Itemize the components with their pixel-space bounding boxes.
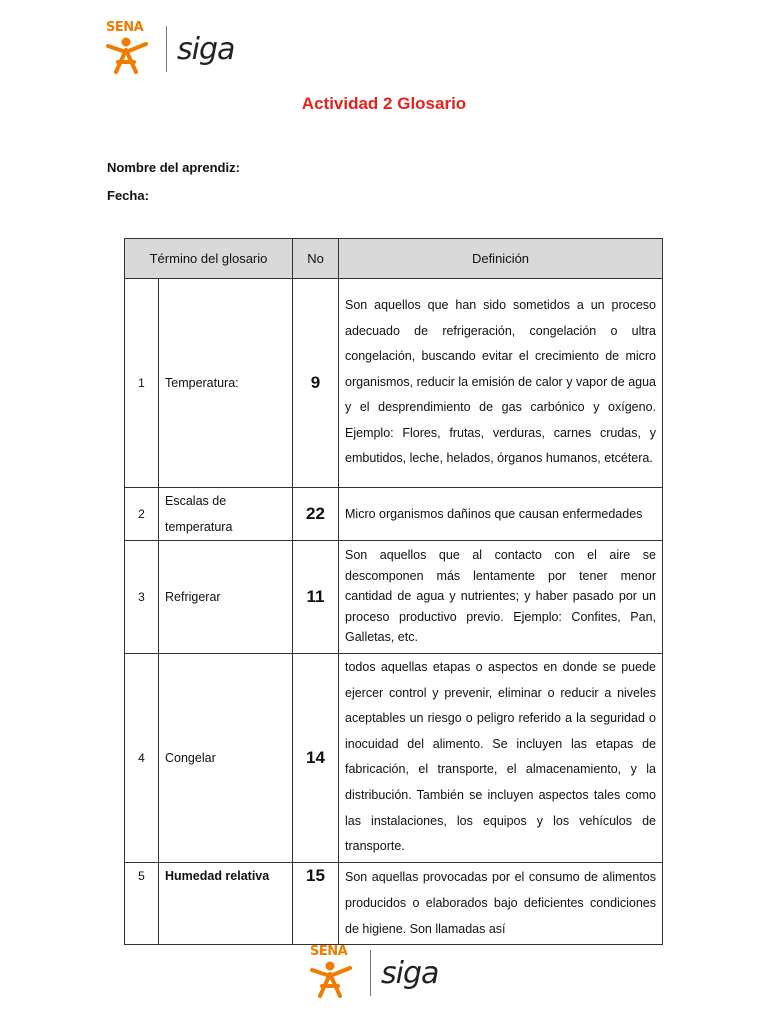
definition-number: 15 xyxy=(293,862,339,944)
table-row xyxy=(125,541,663,654)
siga-logo xyxy=(381,956,438,991)
row-number: 2 xyxy=(125,488,159,541)
definition-cell xyxy=(339,541,663,654)
table-row xyxy=(125,488,663,541)
glossary-term: Escalas de temperatura xyxy=(159,488,293,541)
glossary-term: Temperatura: xyxy=(159,279,293,488)
table-header-row xyxy=(125,239,663,279)
row-number: 4 xyxy=(125,654,159,863)
definition-number: 11 xyxy=(293,541,339,654)
definition-cell xyxy=(339,279,663,488)
definition-text: Son aquellas provocadas por el consumo de alimentos producidos o elaborados bajo deficientes condiciones de higiene. Son llamadas así xyxy=(345,869,656,936)
definition-text: todos aquellas etapas o aspectos en donde se puede ejercer control y prevenir, eliminar o reducir a niveles aceptables un riesgo o peligro referido a la seguridad o inocuidad del alimento. Se incluyen las etapas de fabricación, el transporte, el almacenamiento, y la distribución. También se incluyen aspectos tales como las instalaciones, los equipos y los vehículos de transporte. xyxy=(345,660,656,854)
definition-cell xyxy=(339,488,663,541)
definition-cell xyxy=(339,654,663,863)
definition-number: 9 xyxy=(293,279,339,488)
definition-number: 22 xyxy=(293,488,339,541)
row-number: 5 xyxy=(125,862,159,944)
table-row xyxy=(125,279,663,488)
student-name-label: Nombre del aprendiz: xyxy=(107,160,240,175)
column-header-term: Término del glosario xyxy=(125,239,293,279)
definition-number: 14 xyxy=(293,654,339,863)
column-header-no: No xyxy=(293,239,339,279)
siga-logo-text: siga xyxy=(177,31,235,67)
date-label: Fecha: xyxy=(107,188,149,203)
glossary-term: Congelar xyxy=(159,654,293,863)
sena-logo-text: SENA xyxy=(106,20,144,35)
sena-logo xyxy=(308,944,358,1002)
row-number: 3 xyxy=(125,541,159,654)
definition-text: Micro organismos dañinos que causan enfermedades xyxy=(345,506,643,521)
row-number: 1 xyxy=(125,279,159,488)
glossary-term: Refrigerar xyxy=(159,541,293,654)
definition-text: Son aquellos que han sido sometidos a un proceso adecuado de refrigeración, congelación o ultra congelación, buscando evitar el crecimiento de micro organismos, reducir la emisión de calor y vapor de agua y el desprendimiento de gas carbónico y oxígeno. Ejemplo: Flores, frutas, verduras, carnes crudas, y embutidos, leche, helados, órganos humanos, etcétera. xyxy=(345,297,656,466)
sena-logo-text: SENA xyxy=(310,944,348,959)
column-header-definition: Definición xyxy=(339,239,663,279)
definition-cell xyxy=(339,862,663,944)
sena-logo xyxy=(104,20,154,78)
logo-divider xyxy=(370,950,371,996)
header-logo xyxy=(104,20,234,78)
definition-text: Son aquellos que al contacto con el aire se descomponen más lentamente por tener menor cantidad de agua y nutrientes; y haber pasado por un proceso productivo previo. Ejemplo: Confites, Pan, Galletas, etc. xyxy=(345,548,656,645)
glossary-term: Humedad relativa xyxy=(159,862,293,944)
document-title: Actividad 2 Glosario xyxy=(301,94,467,113)
siga-logo xyxy=(177,32,234,67)
footer-logo xyxy=(308,944,438,1002)
logo-divider xyxy=(166,26,167,72)
siga-logo-text: siga xyxy=(381,955,439,991)
table-row xyxy=(125,654,663,863)
glossary-table xyxy=(124,238,663,945)
table-row xyxy=(125,862,663,944)
